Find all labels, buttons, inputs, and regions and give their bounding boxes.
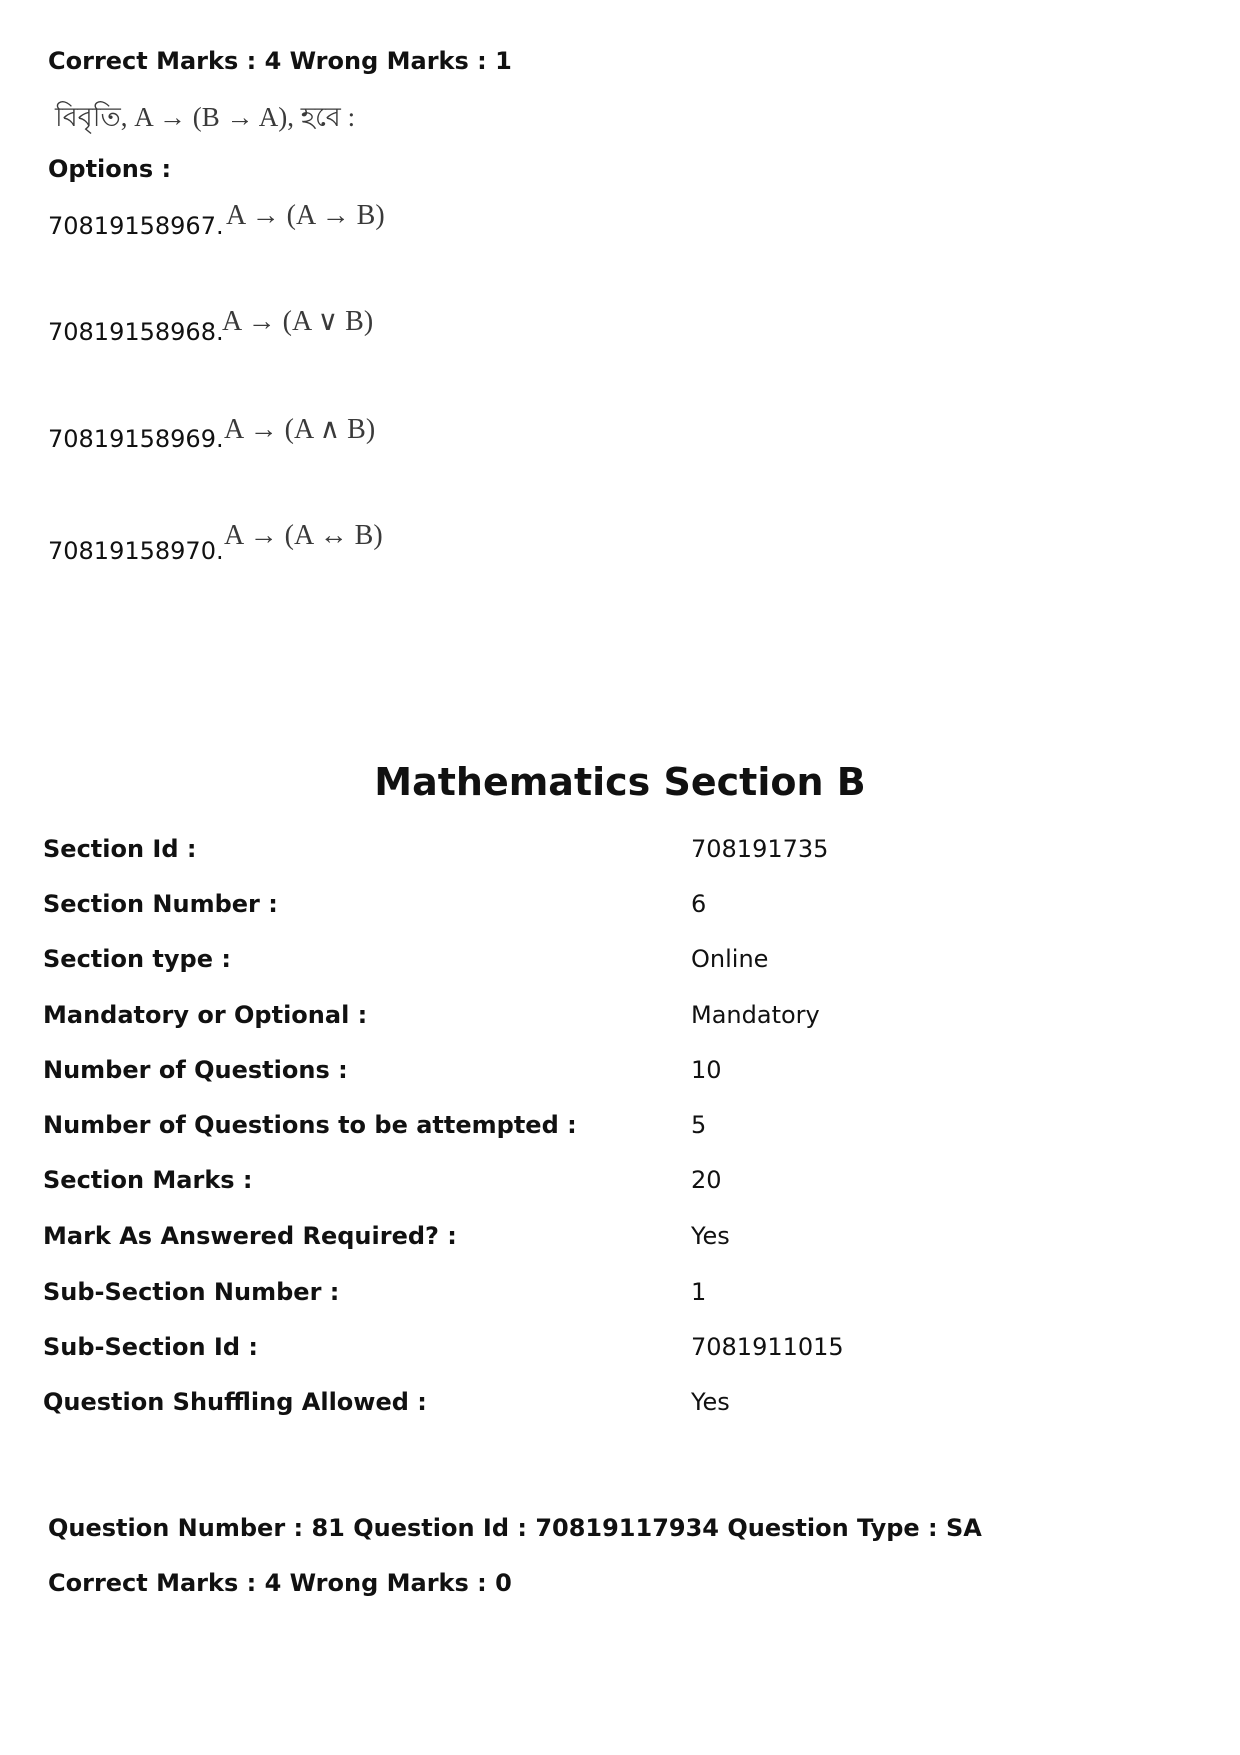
- option-id: 70819158968.: [48, 318, 224, 346]
- row-value: Yes: [691, 1388, 730, 1416]
- row-label: Mark As Answered Required? :: [43, 1222, 457, 1250]
- row-label: Number of Questions to be attempted :: [43, 1111, 577, 1139]
- row-label: Section type :: [43, 945, 231, 973]
- row-value: 6: [691, 890, 707, 918]
- option-id: 70819158967.: [48, 212, 224, 240]
- row-label: Sub-Section Id :: [43, 1333, 258, 1361]
- option-id: 70819158969.: [48, 425, 224, 453]
- option-expression: A → (A ∧ B): [224, 414, 376, 445]
- section-title: Mathematics Section B: [374, 760, 866, 804]
- marks-line: Correct Marks : 4 Wrong Marks : 0: [48, 1569, 512, 1597]
- row-label: Section Id :: [43, 835, 197, 863]
- row-label: Question Shuffling Allowed :: [43, 1388, 427, 1416]
- row-label: Section Number :: [43, 890, 278, 918]
- marks-line: Correct Marks : 4 Wrong Marks : 1: [48, 47, 512, 75]
- row-label: Sub-Section Number :: [43, 1278, 340, 1306]
- row-label: Number of Questions :: [43, 1056, 348, 1084]
- row-label: Section Marks :: [43, 1166, 253, 1194]
- row-label: Mandatory or Optional :: [43, 1001, 368, 1029]
- row-value: Mandatory: [691, 1001, 820, 1029]
- row-value: 10: [691, 1056, 722, 1084]
- question-statement: বিবৃতি, A → (B → A), হবে :: [55, 102, 356, 132]
- row-value: 5: [691, 1111, 707, 1139]
- option-expression: A → (A → B): [226, 200, 385, 231]
- row-value: 20: [691, 1166, 722, 1194]
- options-label: Options :: [48, 155, 172, 183]
- row-value: Yes: [691, 1222, 730, 1250]
- option-expression: A → (A ↔ B): [224, 520, 383, 551]
- row-value: 7081911015: [691, 1333, 844, 1361]
- option-id: 70819158970.: [48, 537, 224, 565]
- row-value: 1: [691, 1278, 707, 1306]
- row-value: 708191735: [691, 835, 829, 863]
- option-expression: A → (A ∨ B): [222, 306, 374, 337]
- row-value: Online: [691, 945, 769, 973]
- question-header-line: Question Number : 81 Question Id : 70819117934 Question Type : SA: [48, 1514, 982, 1542]
